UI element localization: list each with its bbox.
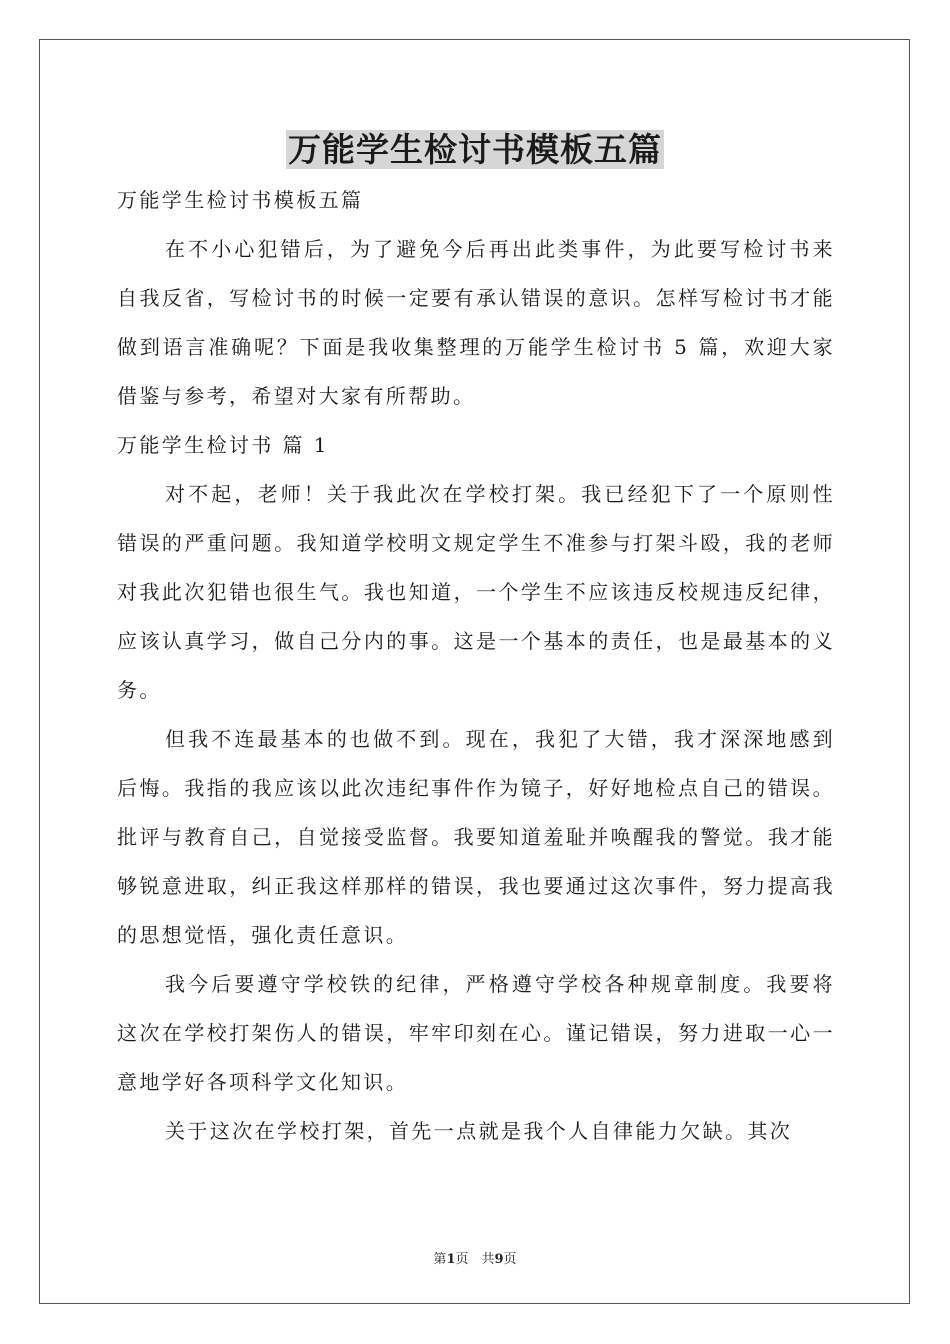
page-prefix: 第 [433,1252,447,1267]
page-footer [0,1248,950,1267]
intro-paragraph: 在不小心犯错后，为了避免今后再出此类事件，为此要写检讨书来自我反省，写检讨书的时候一定要有承认错误的意识。怎样写检讨书才能做到语言准确呢？下面是我收集整理的万能学生检讨书 5 篇，欢迎大家借鉴与参考，希望对大家有所帮助。 [117,237,835,408]
page-mid: 页 共 [455,1252,495,1267]
page-suffix: 页 [503,1252,517,1267]
body-paragraph: 关于这次在学校打架，首先一点就是我个人自律能力欠缺。其次 [165,1119,793,1143]
document-body [117,176,835,1156]
current-page-number: 1 [446,1252,456,1267]
section-heading: 万能学生检讨书 篇 1 [117,433,329,457]
total-page-number: 9 [494,1252,504,1267]
document-title-text: 万能学生检讨书模板五篇 [288,130,662,169]
subtitle-paragraph: 万能学生检讨书模板五篇 [117,188,364,212]
document-title [0,126,950,174]
body-paragraph: 但我不连最基本的也做不到。现在，我犯了大错，我才深深地感到后悔。我指的我应该以此次违纪事件作为镜子，好好地检点自己的错误。批评与教育自己，自觉接受监督。我要知道羞耻并唤醒我的警觉。我才能够锐意进取，纠正我这样那样的错误，我也要通过这次事件，努力提高我的思想觉悟，强化责任意识。 [117,727,835,947]
body-paragraph: 对不起，老师！关于我此次在学校打架。我已经犯下了一个原则性错误的严重问题。我知道学校明文规定学生不准参与打架斗殴，我的老师对我此次犯错也很生气。我也知道，一个学生不应该违反校规违反纪律，应该认真学习，做自己分内的事。这是一个基本的责任，也是最基本的义务。 [117,482,835,702]
body-paragraph: 我今后要遵守学校铁的纪律，严格遵守学校各种规章制度。我要将这次在学校打架伤人的错误，牢牢印刻在心。谨记错误，努力进取一心一意地学好各项科学文化知识。 [117,972,835,1094]
